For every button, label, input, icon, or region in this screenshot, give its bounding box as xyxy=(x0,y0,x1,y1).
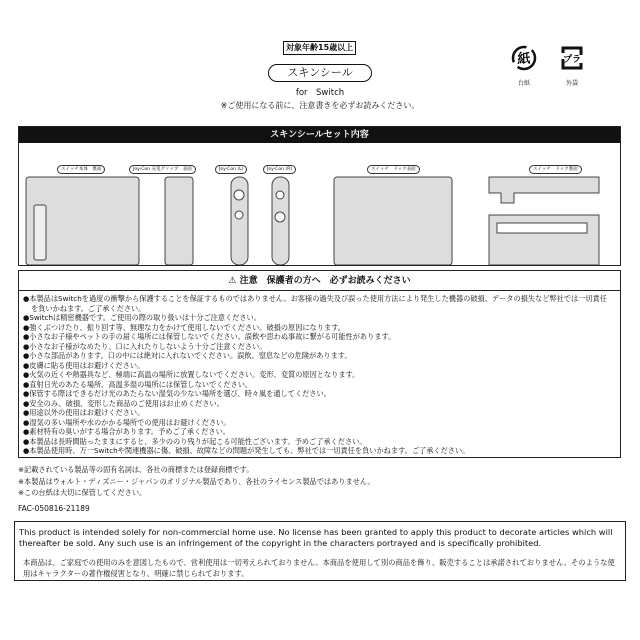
part-label: Joy-Con (L) xyxy=(215,165,247,174)
product-code: FAC-050816-21189 xyxy=(18,504,90,513)
caution-item: ●本製品は長時間貼ったままにすると、多少ののり残りが起こる可能性ございます。予めご了承ください。 xyxy=(23,436,367,446)
caution-item: ●Switchは精密機器です。ご使用の際の取り扱いは十分ご注意ください。 xyxy=(23,313,261,322)
caution-item: ●用途以外の使用はお避けください。 xyxy=(23,408,145,417)
caution-item: ●小さな部品があります。口の中には絶対に入れないでください。誤飲、窒息などの危険があります。 xyxy=(23,351,352,360)
age-rating: 対象年齢15歳以上 xyxy=(283,41,356,55)
footnotes xyxy=(18,464,375,499)
caution-item: ●安全のみ、破損、変形した商品のご使用はお止めください。 xyxy=(23,398,224,408)
license-notice-jp: 本商品は、ご家庭での使用のみを意図したもので、営利使用は一切考えられておりません。本商品を使用して別の商品を飾り、販売することは承諾されておりません。そのような使用はキャラクターの著作権侵害となり、明確に禁じられております。 xyxy=(23,558,615,578)
product-name: スキンシール xyxy=(268,64,372,82)
caution-item: ●保管する際はできるだけ光のあたらない湿気の少ない場所を選び、時々風を通してください。 xyxy=(23,389,331,398)
caution-item: ●本製品はSwitchを過度の衝撃から保護することを保証するものではありません。お客様の過失及び誤った使用方法により発生した機器の破損、データの損失など弊社では一切責任を負いかねます。ご了承ください。 xyxy=(23,294,607,313)
caution-title: 注意 保護者の方へ 必ずお読みください xyxy=(239,276,411,286)
plastic-label: 外袋 xyxy=(565,80,578,87)
part-label: スイッチ ドック表面 xyxy=(367,165,420,174)
paper-label: 台紙 xyxy=(517,80,530,87)
caution-panel xyxy=(18,270,621,458)
caution-item: ●直射日光のあたる場所、高温多湿の場所には保管しないでください。 xyxy=(23,379,253,389)
warning-icon: ⚠ xyxy=(228,276,237,286)
product-platform: for Switch xyxy=(295,88,345,98)
caution-item: ●本製品使用時、万一Switchや関連機器に傷、破損、故障などの問題が発生しても、弊社では一切責任を負いかねます。ご了承ください。 xyxy=(23,446,470,455)
license-notice xyxy=(14,521,626,581)
set-contents-panel xyxy=(18,126,621,266)
caution-item: ●湿気の多い場所や水のかかる場所での使用はお避けください。 xyxy=(23,417,231,427)
skin-parts-diagram xyxy=(19,175,619,265)
caution-item: ●小さなお子様がなめたり、口に入れたりしないよう十分ご注意ください。 xyxy=(23,341,267,351)
caution-item: ●火気の近くや熱器具など、極端に高温の場所に放置しないでください。変形、変質の原因となります。 xyxy=(23,370,360,379)
caution-item: ●皮膚に貼る使用はお避けください。 xyxy=(23,360,145,370)
set-title: スキンシールセット内容 xyxy=(19,127,620,143)
caution-item: ●強くぶつけたり、振り回す等、無理な力をかけて使用しないでください。破損の原因になります。 xyxy=(23,322,345,332)
caution-item: ●素材特有の臭いがする場合があります。予めご了承ください。 xyxy=(23,427,230,436)
part-label: スイッチ ドック裏面 xyxy=(529,165,582,174)
footnote: ※本製品はウォルト・ディズニー・ジャパンのオリジナル製品であり、各社のライセンス製品ではありません。 xyxy=(18,476,375,486)
paper-recycle-icon xyxy=(508,43,540,87)
footnote: ※記載されている製品等の固有名詞は、各社の商標または登録商標です。 xyxy=(18,465,254,474)
paper-mark: 紙 xyxy=(517,52,531,67)
part-label: Joy-Con 充電グリップ 表面 xyxy=(129,165,196,174)
footnote: ※この台紙は大切に保管してください。 xyxy=(18,488,147,497)
caution-item: ●小さなお子様やペットの手の届く場所には保管しないでください。誤飲や思わぬ事故に繋がる可能性があります。 xyxy=(23,332,396,341)
plastic-recycle-icon xyxy=(556,43,588,87)
part-label: Joy-Con (R) xyxy=(263,165,296,174)
license-notice-en: This product is intended solely for non-commercial home use. No license has been granted to apply this product to decorate articles which will thereafter be sold. Any such use is an infringement of the copyright in the characters portrayed and is specifically prohibited. xyxy=(19,527,613,548)
part-label: スイッチ本体 裏面 xyxy=(57,165,105,174)
plastic-mark: プラ xyxy=(562,55,582,65)
read-notice: ※ご使用になる前に、注意書きを必ずお読みください。 xyxy=(220,101,420,110)
